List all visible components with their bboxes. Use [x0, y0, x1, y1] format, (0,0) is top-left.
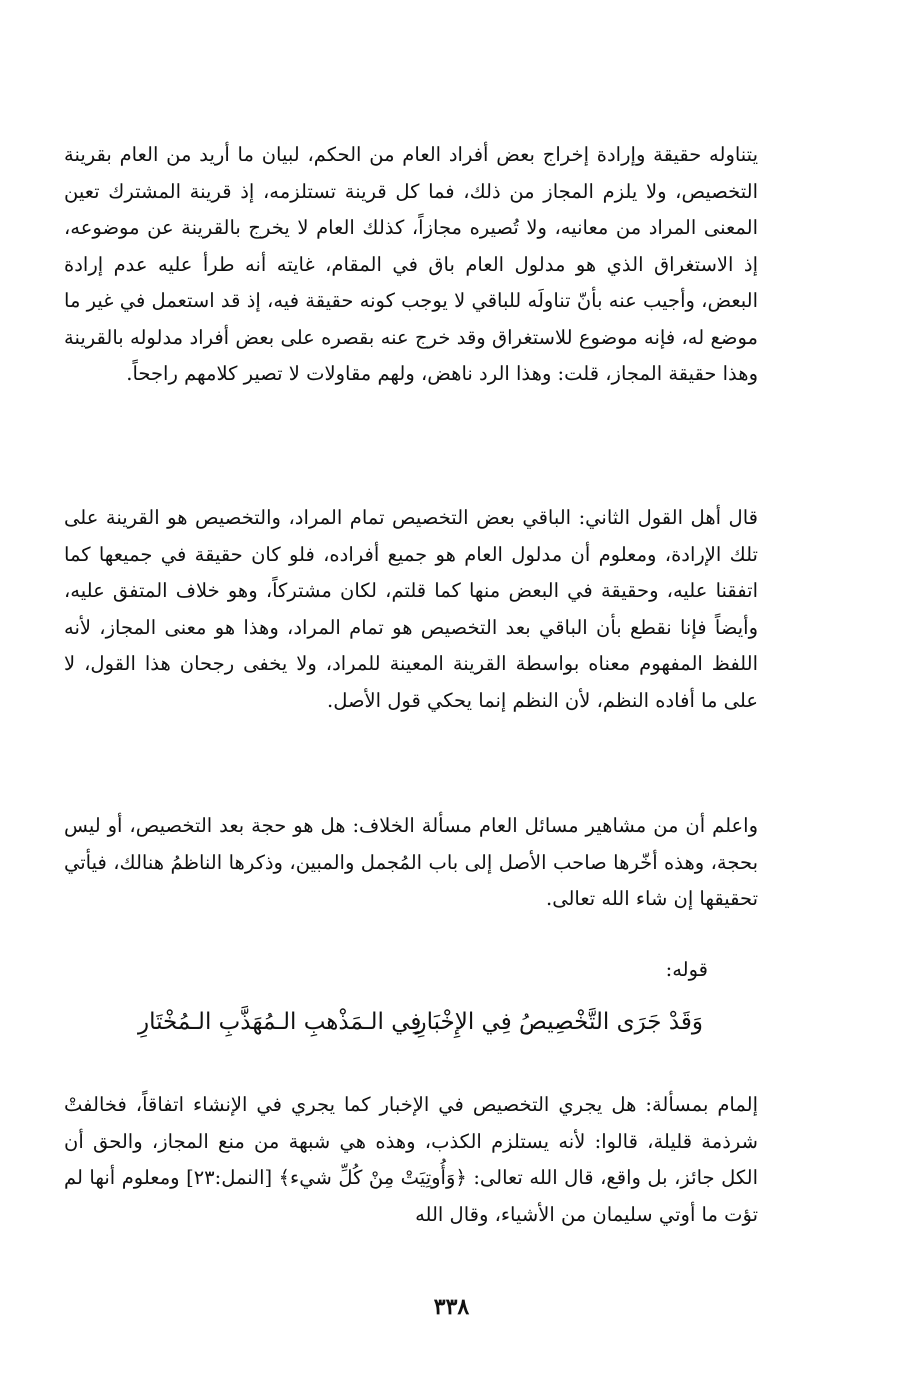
page-number: ٣٣٨: [433, 1294, 470, 1320]
paragraph-text: قال أهل القول الثاني: الباقي بعض التخصيص تمام المراد، والتخصيص هو القرينة على تلك الإرادة، ومعلوم أن مدلول العام هو جميع أفراده، فلو كان حقيقة في جميعها كما اتفقنا عليه، وحقيقة في البعض منها كما قلتم، لكان مشتركاً، وهو خلاف المتفق عليه، وأيضاً فإنا نقطع بأن الباقي بعد التخصيص هو تمام المراد، وهذا هو معنى المجاز، لأنه اللفظ المفهوم معناه بواسطة القرينة المعينة للمراد، ولا يخفى رجحان هذا القول، لا على ما أفاده النظم، لأن النظم إنما يحكي قول الأصل.: [64, 506, 758, 712]
paragraph-text: يتناوله حقيقة وإرادة إخراج بعض أفراد العام من الحكم، لبيان ما أريد من العام بقرينة التخصيص، ولا يلزم المجاز من ذلك، فما كل قرينة تستلزمه، إذ قرينة المشترك تعين المعنى المراد من معانيه، ولا تُصيره مجازاً، كذلك العام لا يخرج بالقرينة عن موضوعه، إذ الاستغراق الذي هو مدلول العام باق في المقام، غايته أنه طرأ عليه عدم إرادة البعض، وأجيب عنه بأنّ تناولَه للباقي لا يوجب كونه حقيقة فيه، إذ قد استعمل في غير ما موضع له، فإنه موضوع للاستغراق وقد خرج عنه بقصره على بعض أفراد مدلوله بالقرينة وهذا حقيقة المجاز، قلت: وهذا الرد ناهض، ولهم مقاولات لا تصير كلامهم راجحاً.: [64, 143, 758, 385]
paragraph-2: [64, 500, 758, 719]
paragraph-text: واعلم أن من مشاهير مسائل العام مسألة الخلاف: هل هو حجة بعد التخصيص، أو ليس بحجة، وهذه أخّرها صاحب الأصل إلى باب المُجمل والمبين، وذكرها الناظمُ هنالك، فيأتي تحقيقها إن شاء الله تعالى.: [64, 814, 758, 910]
paragraph-text: إلمام بمسألة: هل يجري التخصيص في الإخبار كما يجري في الإنشاء اتفاقاً، فخالفتْ شرذمة قليلة، قالوا: لأنه يستلزم الكذب، وهذه هي شبهة من منع المجاز، والحق أن الكل جائز، بل واقع، قال الله تعالى: ﴿وَأُوتِيَتْ مِنْ كُلِّ شيء﴾ [النمل:٢٣] ومعلوم أنها لم تؤت ما أوتي سليمان من الأشياء، وقال الله: [64, 1093, 758, 1226]
paragraph-3: [64, 808, 758, 918]
qawluh-label: قوله:: [665, 958, 708, 981]
verse-second-hemistich: فِي الـمَذْهبِ الـمُهَذَّبِ الـمُخْتَارِ: [138, 1009, 422, 1035]
paragraph-4: [64, 1087, 758, 1233]
paragraph-1: [64, 137, 758, 393]
verse-first-hemistich: وَقَدْ جَرَى التَّخْصِيصُ فِي الإِخْبَارِ: [415, 1009, 703, 1035]
